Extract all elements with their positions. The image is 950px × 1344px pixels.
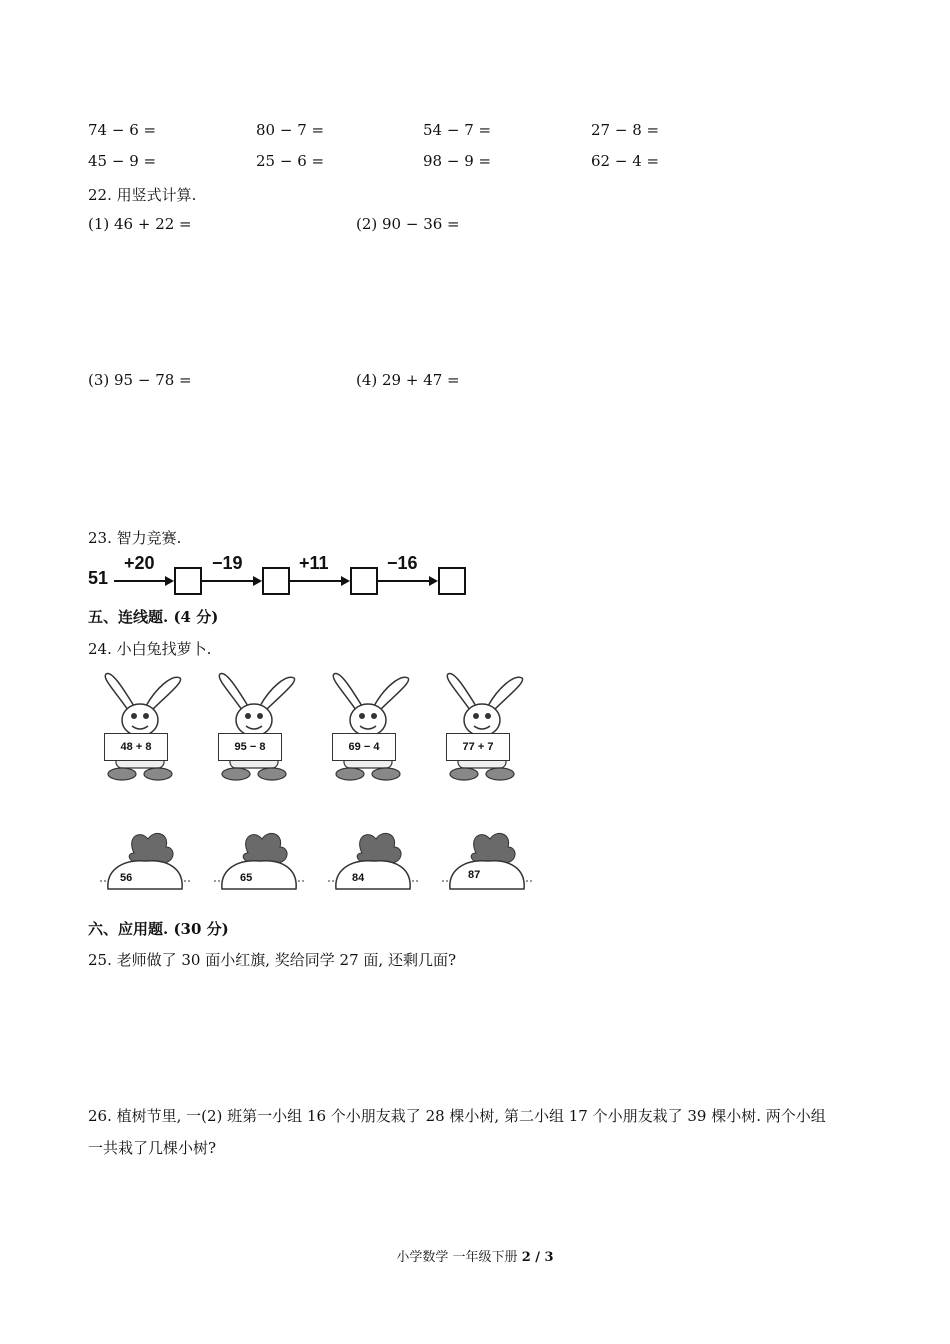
q26-line-2: 一共栽了几棵小树? [88,1139,217,1157]
chain-op-3: +11 [299,553,329,573]
rabbit-4 [447,673,522,780]
carrot-number-2: 65 [240,872,253,884]
q22-item-2: (2) 90 − 36 = [356,215,460,233]
chain-op-4: −16 [387,553,418,573]
carrot-3 [328,833,418,889]
rabbit-sign-4: 77 + 7 [446,733,510,761]
q24-title: 24. 小白兔找萝卜. [88,640,212,658]
carrot-number-3: 84 [352,872,365,884]
carrot-1 [100,833,190,889]
rabbit-illustrations [90,670,530,790]
chain-box-3[interactable] [350,567,378,595]
carrot-illustrations [92,825,532,895]
page-footer [0,1246,950,1265]
carrot-2 [214,833,304,889]
footer-page-number: 2 / 3 [521,1250,554,1265]
arith-r2-c2: 25 − 6 = [256,152,325,170]
arith-r1-c2: 80 − 7 = [256,121,325,139]
rabbit-sign-3: 69 − 4 [332,733,396,761]
chain-arrow-2 [202,580,260,582]
section-5-title: 五、连线题. (4 分) [88,608,219,626]
q23-title: 23. 智力竞赛. [88,529,182,547]
chain-arrow-1 [114,580,172,582]
q22-item-4: (4) 29 + 47 = [356,371,460,389]
chain-start: 51 [88,568,109,588]
rabbit-3 [333,673,408,780]
arith-r1-c3: 54 − 7 = [423,121,492,139]
arith-r2-c3: 98 − 9 = [423,152,492,170]
arith-r1-c1: 74 − 6 = [88,121,157,139]
section-6-title: 六、应用题. (30 分) [88,920,229,938]
q22-item-1: (1) 46 + 22 = [88,215,192,233]
chain-arrow-4 [378,580,436,582]
arith-r2-c4: 62 − 4 = [591,152,660,170]
chain-box-2[interactable] [262,567,290,595]
q22-item-3: (3) 95 − 78 = [88,371,192,389]
rabbit-sign-1: 48 + 8 [104,733,168,761]
q22-title: 22. 用竖式计算. [88,186,197,204]
chain-box-1[interactable] [174,567,202,595]
arith-r2-c1: 45 − 9 = [88,152,157,170]
rabbit-sign-2: 95 − 8 [218,733,282,761]
carrot-number-1: 56 [120,872,133,884]
rabbit-2 [219,673,294,780]
arith-r1-c4: 27 − 8 = [591,121,660,139]
footer-label: 小学数学 一年级下册 [396,1250,522,1265]
q25-text: 25. 老师做了 30 面小红旗, 奖给同学 27 面, 还剩几面? [88,951,456,969]
rabbit-1 [105,673,180,780]
chain-op-2: −19 [212,553,243,573]
chain-op-1: +20 [124,553,155,573]
carrot-number-4: 87 [468,869,481,881]
chain-arrow-3 [290,580,348,582]
carrot-4 [442,833,532,889]
chain-box-4[interactable] [438,567,466,595]
q26-line-1: 26. 植树节里, 一(2) 班第一小组 16 个小朋友栽了 28 棵小树, 第二小组 17 个小朋友栽了 39 棵小树. 两个小组 [88,1107,826,1125]
